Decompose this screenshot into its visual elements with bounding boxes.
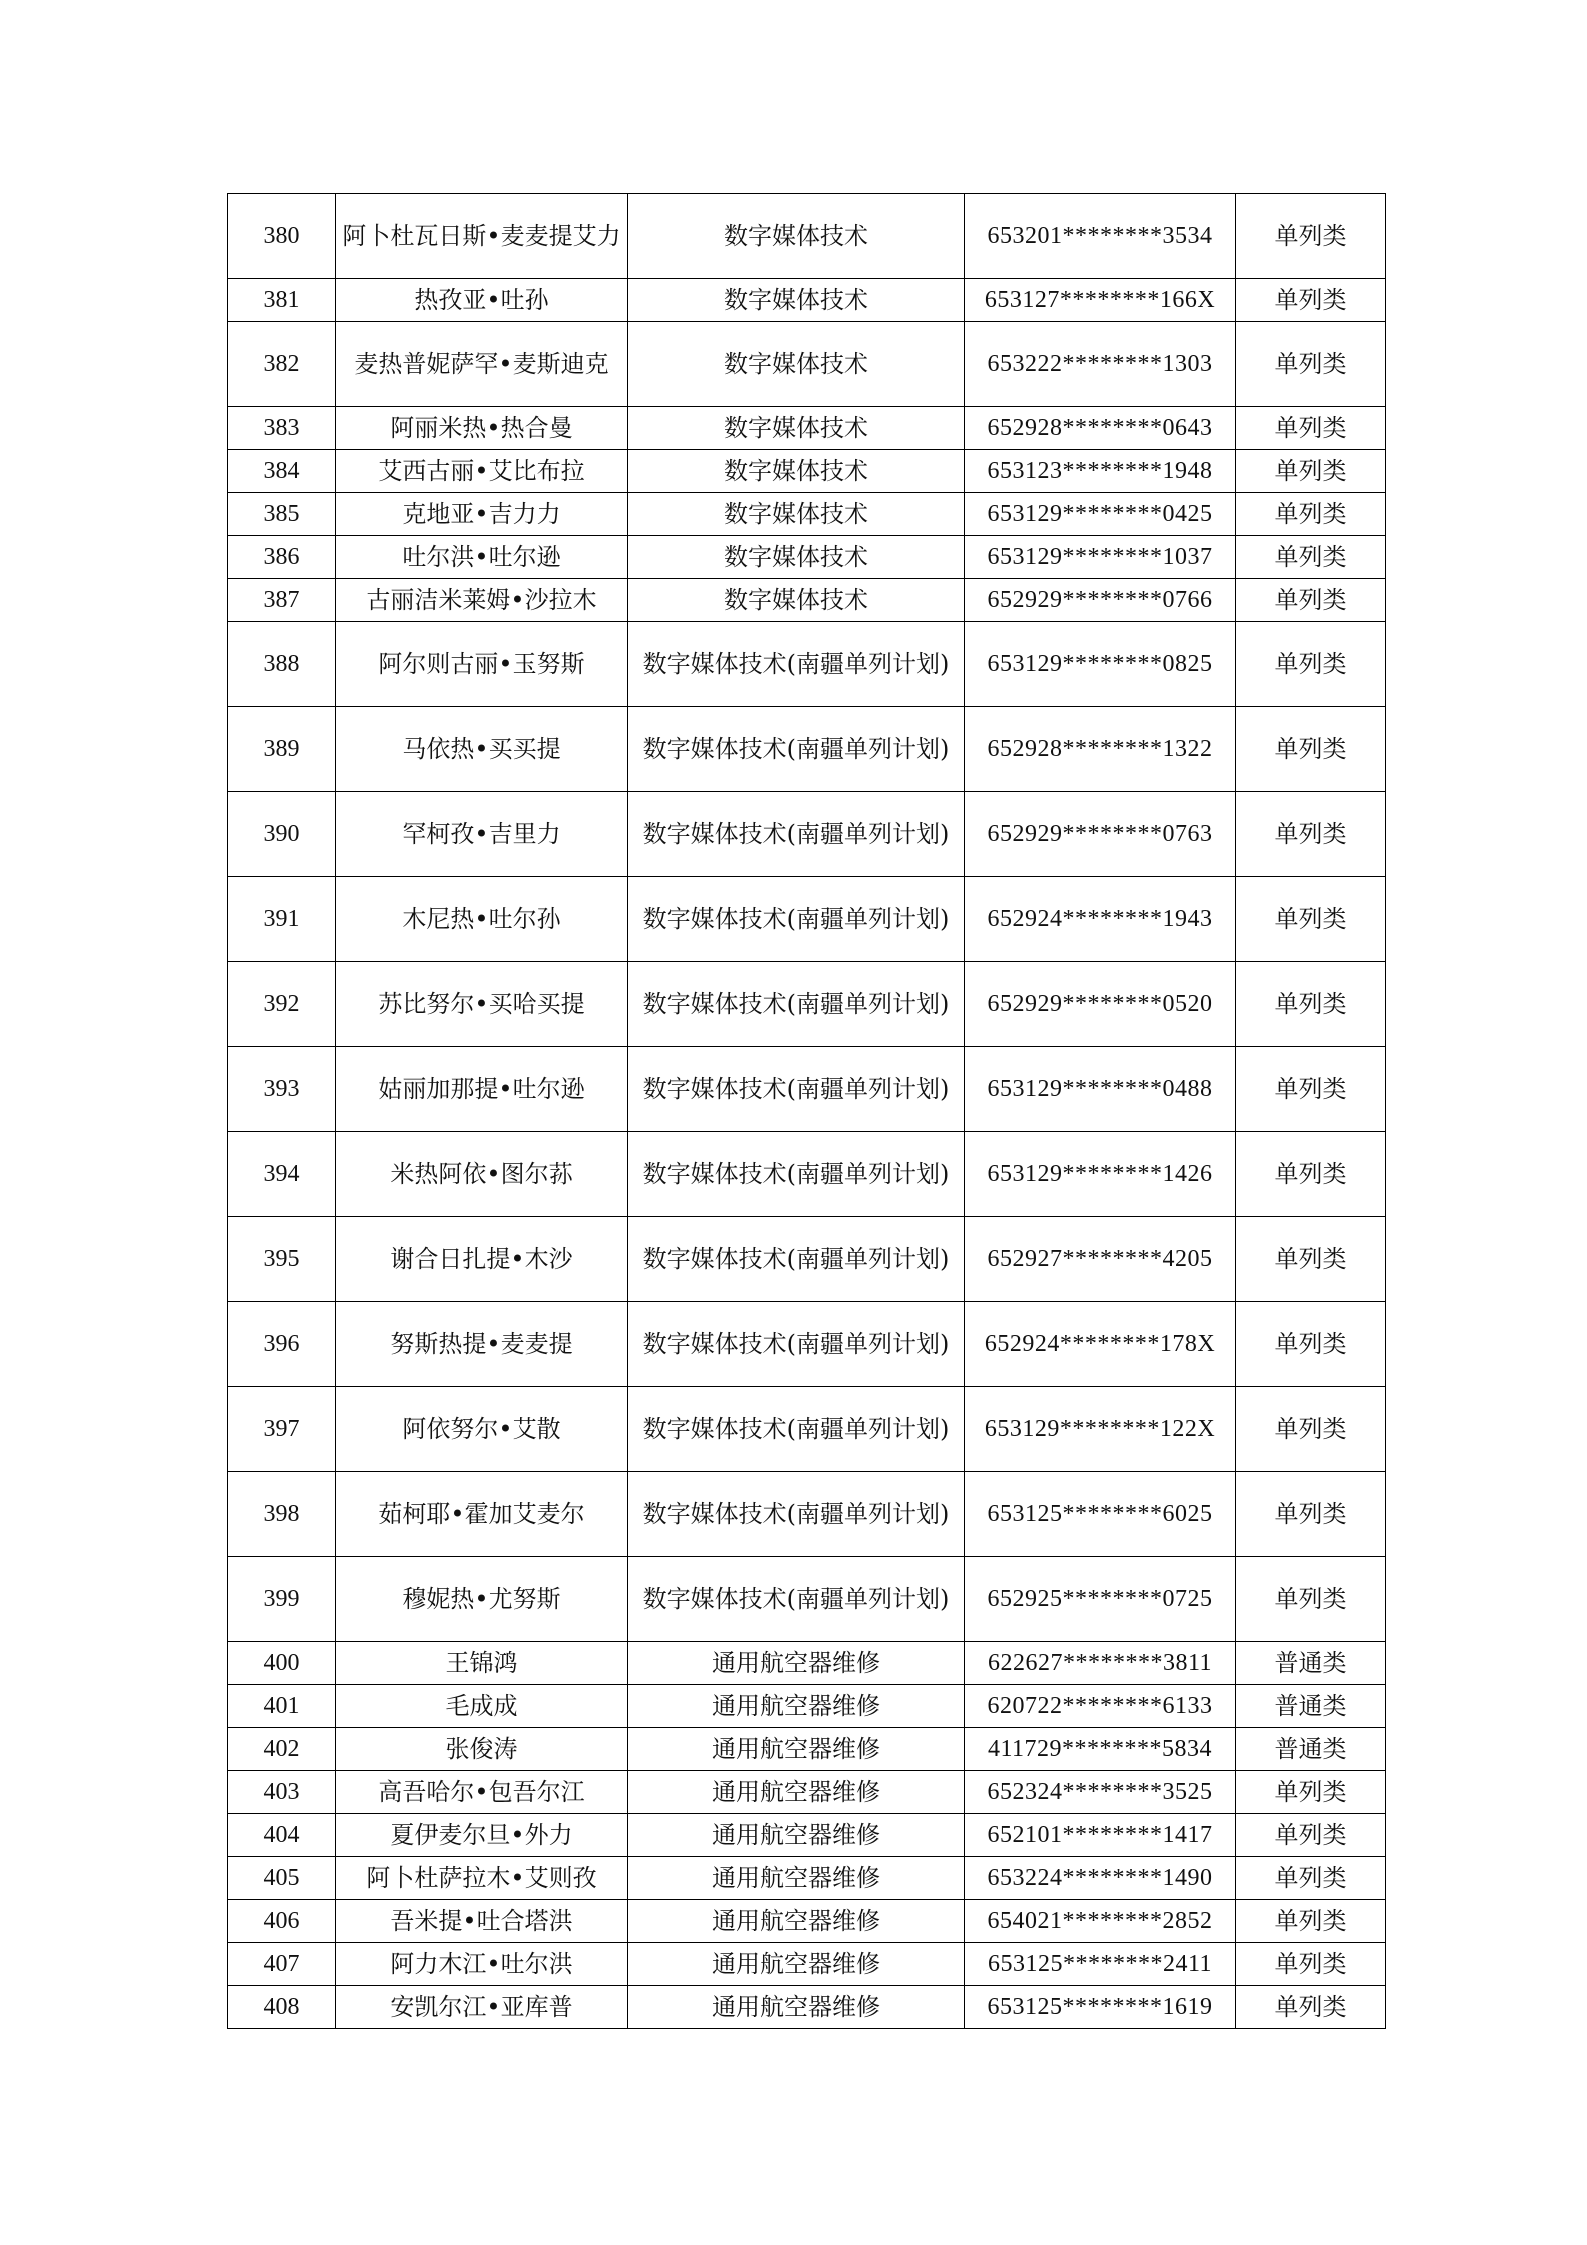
- cell-major: 数字媒体技术(南疆单列计划): [628, 1047, 965, 1132]
- cell-name: 阿依努尔•艾散: [336, 1387, 628, 1472]
- cell-name: 夏伊麦尔旦•外力: [336, 1814, 628, 1857]
- cell-id-number: 653125********6025: [965, 1472, 1236, 1557]
- table-row: [228, 450, 1386, 493]
- cell-id-number: 652924********1943: [965, 877, 1236, 962]
- cell-major: 通用航空器维修: [628, 1728, 965, 1771]
- cell-name: 艾西古丽•艾比布拉: [336, 450, 628, 493]
- cell-number: 389: [228, 707, 336, 792]
- cell-major: 通用航空器维修: [628, 1685, 965, 1728]
- cell-category: 单列类: [1236, 1814, 1386, 1857]
- cell-name: 古丽洁米莱姆•沙拉木: [336, 579, 628, 622]
- table-row: [228, 707, 1386, 792]
- cell-id-number: 653222********1303: [965, 322, 1236, 407]
- table-row: [228, 792, 1386, 877]
- table-row: [228, 962, 1386, 1047]
- cell-id-number: 653201********3534: [965, 194, 1236, 279]
- cell-name: 吐尔洪•吐尔逊: [336, 536, 628, 579]
- cell-category: 单列类: [1236, 1302, 1386, 1387]
- cell-category: 单列类: [1236, 1986, 1386, 2029]
- cell-number: 406: [228, 1900, 336, 1943]
- cell-major: 数字媒体技术(南疆单列计划): [628, 622, 965, 707]
- cell-major: 数字媒体技术(南疆单列计划): [628, 792, 965, 877]
- cell-name: 毛成成: [336, 1685, 628, 1728]
- cell-category: 单列类: [1236, 792, 1386, 877]
- cell-id-number: 622627********3811: [965, 1642, 1236, 1685]
- cell-category: 单列类: [1236, 1771, 1386, 1814]
- cell-category: 单列类: [1236, 194, 1386, 279]
- cell-number: 384: [228, 450, 336, 493]
- table-row: [228, 579, 1386, 622]
- cell-major: 通用航空器维修: [628, 1986, 965, 2029]
- cell-number: 394: [228, 1132, 336, 1217]
- table-row: [228, 1387, 1386, 1472]
- cell-name: 姑丽加那提•吐尔逊: [336, 1047, 628, 1132]
- cell-category: 单列类: [1236, 450, 1386, 493]
- cell-id-number: 620722********6133: [965, 1685, 1236, 1728]
- cell-name: 马依热•买买提: [336, 707, 628, 792]
- cell-number: 385: [228, 493, 336, 536]
- table-row: [228, 1132, 1386, 1217]
- cell-id-number: 652928********0643: [965, 407, 1236, 450]
- table-row: [228, 493, 1386, 536]
- cell-name: 阿丽米热•热合曼: [336, 407, 628, 450]
- table-row: [228, 1900, 1386, 1943]
- cell-name: 米热阿依•图尔荪: [336, 1132, 628, 1217]
- cell-number: 392: [228, 962, 336, 1047]
- cell-id-number: 653125********2411: [965, 1943, 1236, 1986]
- cell-major: 通用航空器维修: [628, 1814, 965, 1857]
- cell-category: 单列类: [1236, 1943, 1386, 1986]
- cell-major: 数字媒体技术: [628, 322, 965, 407]
- cell-category: 单列类: [1236, 1132, 1386, 1217]
- cell-number: 401: [228, 1685, 336, 1728]
- cell-major: 数字媒体技术: [628, 536, 965, 579]
- cell-id-number: 652929********0763: [965, 792, 1236, 877]
- table-row: [228, 1771, 1386, 1814]
- cell-major: 数字媒体技术(南疆单列计划): [628, 707, 965, 792]
- cell-name: 吾米提•吐合塔洪: [336, 1900, 628, 1943]
- cell-major: 数字媒体技术(南疆单列计划): [628, 1217, 965, 1302]
- table-row: [228, 1557, 1386, 1642]
- cell-name: 阿卜杜萨拉木•艾则孜: [336, 1857, 628, 1900]
- cell-category: 单列类: [1236, 493, 1386, 536]
- cell-number: 397: [228, 1387, 336, 1472]
- table-row: [228, 1047, 1386, 1132]
- cell-name: 茹柯耶•霍加艾麦尔: [336, 1472, 628, 1557]
- cell-major: 通用航空器维修: [628, 1943, 965, 1986]
- cell-category: 单列类: [1236, 1472, 1386, 1557]
- table-row: [228, 322, 1386, 407]
- cell-id-number: 654021********2852: [965, 1900, 1236, 1943]
- cell-number: 408: [228, 1986, 336, 2029]
- cell-category: 单列类: [1236, 322, 1386, 407]
- cell-id-number: 411729********5834: [965, 1728, 1236, 1771]
- cell-id-number: 653129********0425: [965, 493, 1236, 536]
- cell-category: 单列类: [1236, 279, 1386, 322]
- cell-major: 数字媒体技术(南疆单列计划): [628, 962, 965, 1047]
- table-row: [228, 1857, 1386, 1900]
- table-row: [228, 877, 1386, 962]
- cell-name: 罕柯孜•吉里力: [336, 792, 628, 877]
- cell-number: 383: [228, 407, 336, 450]
- cell-name: 张俊涛: [336, 1728, 628, 1771]
- cell-id-number: 652925********0725: [965, 1557, 1236, 1642]
- table-row: [228, 1642, 1386, 1685]
- table-row: [228, 1217, 1386, 1302]
- cell-category: 单列类: [1236, 877, 1386, 962]
- cell-number: 386: [228, 536, 336, 579]
- cell-major: 数字媒体技术: [628, 579, 965, 622]
- cell-category: 单列类: [1236, 579, 1386, 622]
- table-row: [228, 536, 1386, 579]
- table-row: [228, 407, 1386, 450]
- cell-major: 数字媒体技术(南疆单列计划): [628, 1387, 965, 1472]
- cell-name: 木尼热•吐尔孙: [336, 877, 628, 962]
- cell-major: 通用航空器维修: [628, 1771, 965, 1814]
- cell-name: 阿力木江•吐尔洪: [336, 1943, 628, 1986]
- cell-number: 400: [228, 1642, 336, 1685]
- cell-name: 阿尔则古丽•玉努斯: [336, 622, 628, 707]
- cell-major: 通用航空器维修: [628, 1642, 965, 1685]
- cell-id-number: 652924********178X: [965, 1302, 1236, 1387]
- table-row: [228, 1685, 1386, 1728]
- table-row: [228, 1986, 1386, 2029]
- cell-major: 数字媒体技术(南疆单列计划): [628, 1557, 965, 1642]
- cell-name: 阿卜杜瓦日斯•麦麦提艾力: [336, 194, 628, 279]
- cell-id-number: 653123********1948: [965, 450, 1236, 493]
- cell-id-number: 652928********1322: [965, 707, 1236, 792]
- cell-category: 单列类: [1236, 1047, 1386, 1132]
- cell-name: 安凯尔江•亚库普: [336, 1986, 628, 2029]
- cell-category: 普通类: [1236, 1685, 1386, 1728]
- cell-category: 单列类: [1236, 1857, 1386, 1900]
- cell-major: 数字媒体技术(南疆单列计划): [628, 1302, 965, 1387]
- cell-category: 单列类: [1236, 1557, 1386, 1642]
- table-row: [228, 622, 1386, 707]
- cell-category: 普通类: [1236, 1642, 1386, 1685]
- cell-major: 数字媒体技术: [628, 407, 965, 450]
- cell-id-number: 653129********122X: [965, 1387, 1236, 1472]
- table-row: [228, 1728, 1386, 1771]
- table-row: [228, 1943, 1386, 1986]
- cell-number: 399: [228, 1557, 336, 1642]
- cell-name: 王锦鸿: [336, 1642, 628, 1685]
- cell-category: 单列类: [1236, 536, 1386, 579]
- table-row: [228, 1814, 1386, 1857]
- cell-category: 单列类: [1236, 707, 1386, 792]
- cell-name: 高吾哈尔•包吾尔江: [336, 1771, 628, 1814]
- cell-number: 380: [228, 194, 336, 279]
- cell-name: 谢合日扎提•木沙: [336, 1217, 628, 1302]
- table-row: [228, 194, 1386, 279]
- cell-id-number: 653125********1619: [965, 1986, 1236, 2029]
- cell-number: 388: [228, 622, 336, 707]
- cell-major: 数字媒体技术: [628, 450, 965, 493]
- cell-number: 393: [228, 1047, 336, 1132]
- cell-name: 麦热普妮萨罕•麦斯迪克: [336, 322, 628, 407]
- cell-major: 数字媒体技术(南疆单列计划): [628, 1132, 965, 1217]
- cell-name: 苏比努尔•买哈买提: [336, 962, 628, 1047]
- cell-name: 热孜亚•吐孙: [336, 279, 628, 322]
- cell-name: 克地亚•吉力力: [336, 493, 628, 536]
- table-row: [228, 1472, 1386, 1557]
- cell-number: 391: [228, 877, 336, 962]
- cell-major: 数字媒体技术: [628, 279, 965, 322]
- cell-category: 单列类: [1236, 622, 1386, 707]
- cell-number: 402: [228, 1728, 336, 1771]
- cell-number: 398: [228, 1472, 336, 1557]
- cell-number: 382: [228, 322, 336, 407]
- cell-major: 通用航空器维修: [628, 1900, 965, 1943]
- cell-number: 396: [228, 1302, 336, 1387]
- cell-number: 407: [228, 1943, 336, 1986]
- cell-id-number: 652324********3525: [965, 1771, 1236, 1814]
- cell-name: 穆妮热•尤努斯: [336, 1557, 628, 1642]
- cell-number: 381: [228, 279, 336, 322]
- cell-id-number: 653129********0488: [965, 1047, 1236, 1132]
- cell-category: 单列类: [1236, 1217, 1386, 1302]
- cell-id-number: 652927********4205: [965, 1217, 1236, 1302]
- cell-number: 390: [228, 792, 336, 877]
- admission-roster-table: [227, 193, 1386, 2029]
- cell-id-number: 653127********166X: [965, 279, 1236, 322]
- cell-id-number: 653224********1490: [965, 1857, 1236, 1900]
- cell-number: 405: [228, 1857, 336, 1900]
- cell-category: 单列类: [1236, 407, 1386, 450]
- cell-id-number: 652929********0520: [965, 962, 1236, 1047]
- cell-id-number: 652929********0766: [965, 579, 1236, 622]
- cell-category: 普通类: [1236, 1728, 1386, 1771]
- cell-major: 数字媒体技术: [628, 194, 965, 279]
- cell-number: 387: [228, 579, 336, 622]
- cell-major: 数字媒体技术: [628, 493, 965, 536]
- cell-number: 395: [228, 1217, 336, 1302]
- cell-id-number: 653129********0825: [965, 622, 1236, 707]
- cell-name: 努斯热提•麦麦提: [336, 1302, 628, 1387]
- cell-id-number: 653129********1037: [965, 536, 1236, 579]
- cell-major: 数字媒体技术(南疆单列计划): [628, 877, 965, 962]
- cell-id-number: 652101********1417: [965, 1814, 1236, 1857]
- cell-id-number: 653129********1426: [965, 1132, 1236, 1217]
- cell-category: 单列类: [1236, 962, 1386, 1047]
- cell-major: 通用航空器维修: [628, 1857, 965, 1900]
- cell-number: 403: [228, 1771, 336, 1814]
- cell-category: 单列类: [1236, 1900, 1386, 1943]
- cell-major: 数字媒体技术(南疆单列计划): [628, 1472, 965, 1557]
- table-row: [228, 279, 1386, 322]
- roster-body: [228, 194, 1386, 2029]
- table-row: [228, 1302, 1386, 1387]
- cell-number: 404: [228, 1814, 336, 1857]
- cell-category: 单列类: [1236, 1387, 1386, 1472]
